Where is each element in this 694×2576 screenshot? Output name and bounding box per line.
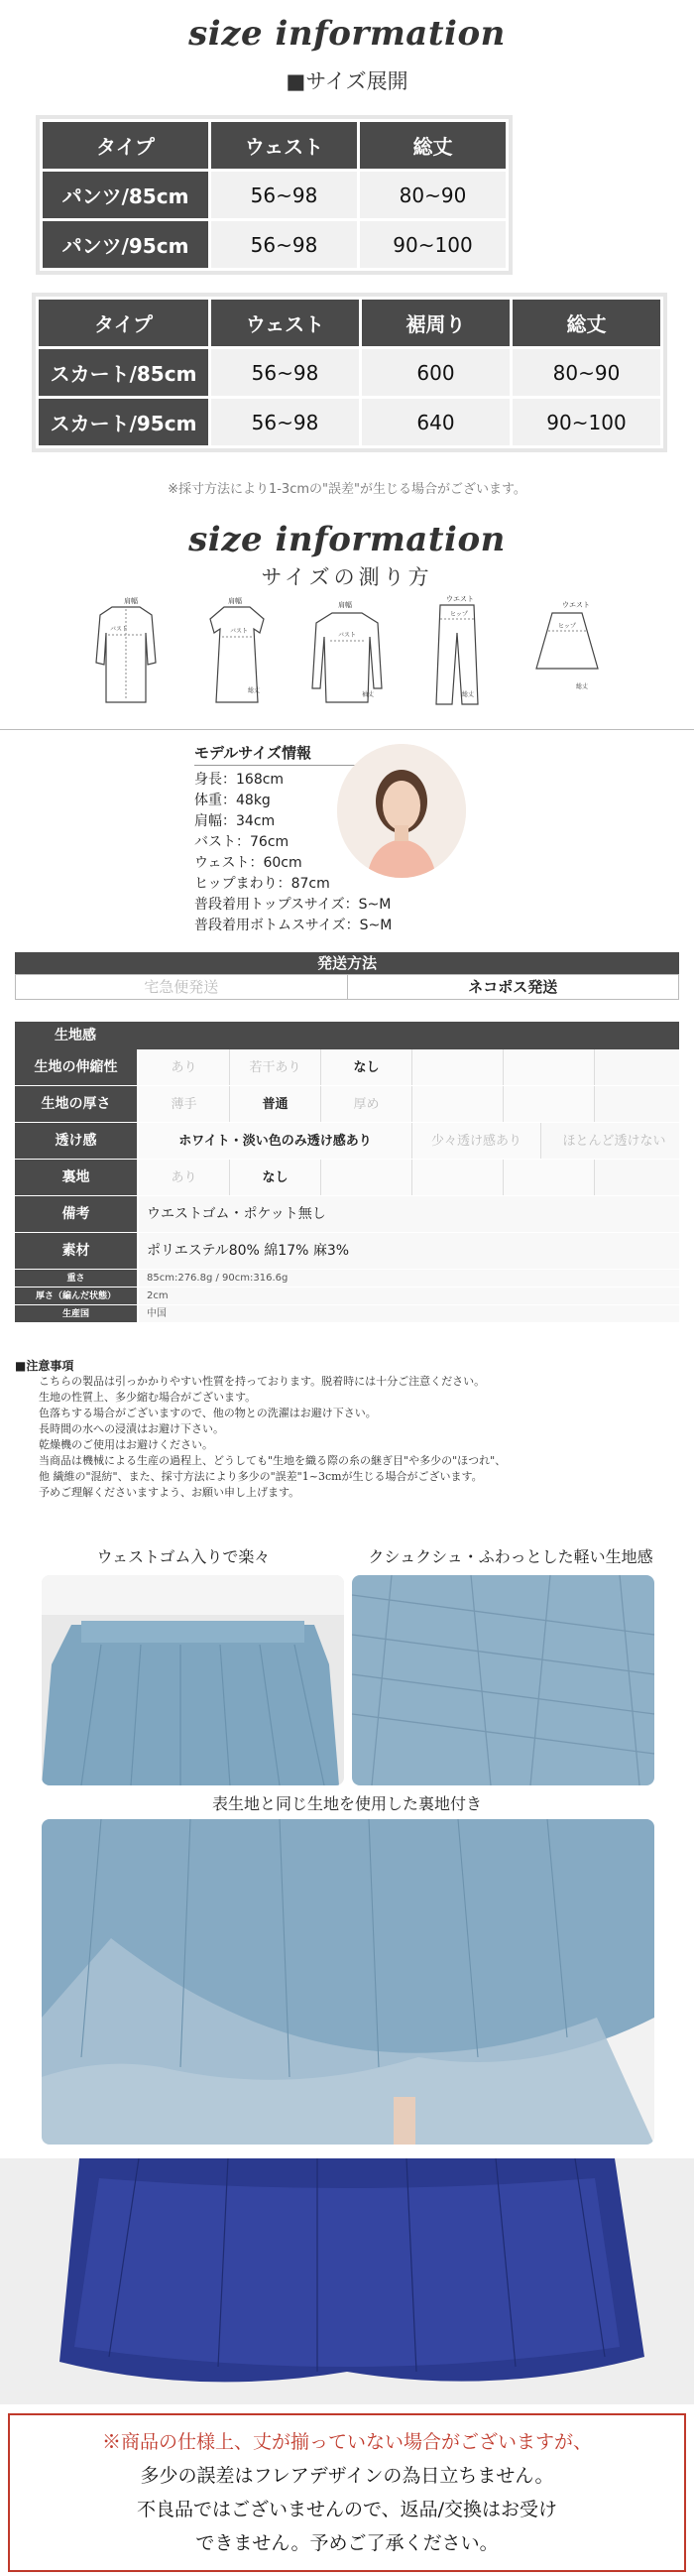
table-cell: 56~98	[210, 348, 361, 398]
model-line: 普段着用ボトムスサイズ：S~M	[194, 918, 393, 933]
pants-table	[40, 119, 509, 271]
shipping-options	[15, 974, 679, 1000]
table-cell: 56~98	[210, 171, 359, 220]
photo-waist-elastic	[42, 1575, 344, 1785]
origin-value: 中国	[139, 1305, 679, 1322]
skirt-diagram	[522, 593, 612, 712]
table-row	[15, 1160, 679, 1196]
disclaimer-box	[8, 2413, 686, 2572]
photo-lining	[42, 1819, 654, 2145]
table-cell: 80~90	[512, 348, 662, 398]
section1-subtitle: ■サイズ展開	[286, 69, 408, 93]
table-row	[42, 220, 508, 270]
origin-label: 生産国	[15, 1305, 139, 1322]
table-cell: あり	[139, 1160, 230, 1195]
caption-right: クシュクシュ・ふわっとした軽い生地感	[368, 1547, 653, 1566]
table-row	[15, 1049, 679, 1086]
model-line: ウェスト：60cm	[194, 855, 302, 871]
disclaimer-line: 多少の誤差はフレアデザインの為日立ちません。	[140, 2465, 554, 2487]
caution-section	[15, 1357, 679, 1501]
disclaimer-line: 不良品ではございませんので、返品/交換はお受け	[136, 2499, 558, 2520]
model-line: 身長：168cm	[194, 772, 285, 788]
table-cell: 普通	[230, 1086, 321, 1122]
pants-table-wrap	[36, 115, 513, 275]
section1-title: size information	[188, 14, 506, 54]
material-section	[15, 1022, 679, 1323]
table-row	[15, 1196, 679, 1233]
table-cell: なし	[230, 1160, 321, 1195]
shoulder-label: 肩幅	[123, 597, 138, 605]
table-cell: なし	[321, 1049, 412, 1085]
table-cell: 90~100	[359, 220, 508, 270]
table-cell	[504, 1049, 595, 1085]
skirt-table-wrap	[32, 293, 667, 452]
skirt-header-type: タイプ	[38, 299, 210, 348]
table-row	[15, 1288, 679, 1305]
measurement-diagrams	[0, 593, 694, 712]
hip-label: ヒップ	[450, 611, 468, 618]
model-line: 肩幅：34cm	[194, 813, 276, 829]
table-cell	[595, 1160, 679, 1195]
shipping-title: 発送方法	[15, 952, 679, 974]
table-cell	[412, 1049, 504, 1085]
skirt-header-waist: ウェスト	[210, 299, 361, 348]
caution-line: こちらの製品は引っかかりやすい性質を持っております。脱着時には十分ご注意ください。	[39, 1375, 486, 1388]
model-line: 普段着用トップスサイズ：S~M	[194, 897, 392, 913]
caution-line: 生地の性質上、多少縮む場合がございます。	[39, 1391, 257, 1404]
material-title: 生地感	[15, 1022, 679, 1049]
bust-label-2: バスト	[229, 628, 248, 635]
table-cell	[595, 1086, 679, 1122]
table-cell: 90~100	[512, 398, 662, 447]
table-row	[15, 1086, 679, 1123]
stretch-label: 生地の伸縮性	[15, 1049, 139, 1085]
table-cell: 56~98	[210, 220, 359, 270]
section2-title: size information	[188, 520, 506, 559]
table-cell	[504, 1086, 595, 1122]
table-cell	[504, 1160, 595, 1195]
table-cell: ほとんど透けない	[541, 1123, 679, 1159]
table-cell: 厚め	[321, 1086, 412, 1122]
model-title: モデルサイズ情報	[194, 742, 363, 766]
model-line: バスト：76cm	[194, 834, 289, 850]
caution-title: ■注意事項	[15, 1359, 74, 1373]
table-cell: 640	[361, 398, 512, 447]
model-line: ヒップまわり：87cm	[194, 876, 330, 892]
disclaimer-line: できません。予めご了承ください。	[195, 2532, 499, 2554]
photo-light-fabric	[352, 1575, 654, 1785]
waist-label-2: ウエスト	[562, 601, 591, 609]
skirt-header-length: 総丈	[512, 299, 662, 348]
weight-value: 85cm:276.8g / 90cm:316.6g	[139, 1270, 679, 1287]
caution-line: 乾燥機のご使用はお避けください。	[39, 1438, 213, 1451]
table-row	[15, 1270, 679, 1288]
table-cell: 若干あり	[230, 1049, 321, 1085]
caution-line: 当商品は機械による生産の過程上、どうしても"生地を織る際の糸の継ぎ目"や多少の"ほつれ"、	[39, 1454, 507, 1467]
length-label: 総丈	[247, 687, 260, 694]
bust-label: バスト	[109, 626, 128, 633]
pants-header-waist: ウェスト	[210, 121, 359, 171]
table-cell: 少々透け感あり	[412, 1123, 541, 1159]
shipping-option-nekopos: ネコポス発送	[347, 975, 679, 999]
table-cell: 600	[361, 348, 512, 398]
divider	[0, 729, 694, 730]
shipping-option-takkyubin: 宅急便発送	[144, 978, 219, 996]
bust-label-3: バスト	[337, 632, 356, 639]
table-row	[15, 1123, 679, 1160]
caution-line: 予めご理解くださいますよう、お願い申し上げます。	[39, 1486, 300, 1499]
hip-label-2: ヒップ	[558, 623, 577, 630]
photo-navy-variant	[0, 2158, 694, 2404]
length-label-2: 総丈	[462, 691, 475, 698]
table-cell: 80~90	[359, 171, 508, 220]
sheer-label: 透け感	[15, 1123, 139, 1159]
dress-diagram	[192, 593, 282, 712]
disclaimer-line: ※商品の仕様上、丈が揃っていない場合がございますが、	[101, 2431, 592, 2453]
remarks-label: 備考	[15, 1196, 139, 1232]
caption-left: ウェストゴム入りで楽々	[96, 1547, 271, 1566]
model-photo	[337, 744, 466, 878]
section2-subtitle: サイズの測り方	[261, 565, 433, 589]
pants-diagram	[412, 593, 502, 712]
table-cell	[412, 1160, 504, 1195]
table-cell: 薄手	[139, 1086, 230, 1122]
thickness-label: 生地の厚さ	[15, 1086, 139, 1122]
shirt-diagram	[302, 593, 392, 712]
caution-line: 長時間の水への浸漬はお避け下さい。	[39, 1422, 224, 1435]
coat-diagram	[82, 593, 172, 712]
weight-label: 重さ	[15, 1270, 139, 1287]
skirt-header-hem: 裾周り	[361, 299, 512, 348]
pants-header-length: 総丈	[359, 121, 508, 171]
table-row	[38, 398, 662, 447]
shipping-section	[15, 952, 679, 1000]
fabric-value: ポリエステル80% 綿17% 麻3%	[139, 1233, 679, 1269]
caution-line: 他 繊維の"混紡"、また、採寸方法により多少の"誤差"1~3cmが生じる場合がございます。	[39, 1470, 483, 1483]
measurement-note: ※採寸方法により1-3cmの"誤差"が生じる場合がございます。	[168, 482, 526, 497]
skirt-table	[36, 297, 663, 448]
shoulder-label-3: 肩幅	[337, 601, 352, 609]
table-cell: パンツ/95cm	[42, 220, 210, 270]
table-cell: あり	[139, 1049, 230, 1085]
remarks-value: ウエストゴム・ポケット無し	[139, 1196, 679, 1232]
table-row	[15, 1233, 679, 1270]
table-cell: ホワイト・淡い色のみ透け感あり	[139, 1123, 412, 1159]
lining-label: 裏地	[15, 1160, 139, 1195]
table-cell: パンツ/85cm	[42, 171, 210, 220]
table-cell	[412, 1086, 504, 1122]
waist-label: ウエスト	[446, 595, 475, 603]
table-row	[15, 1305, 679, 1323]
caution-line: 色落ちする場合がございますので、他の物との洗濯はお避け下さい。	[39, 1407, 377, 1419]
table-cell	[321, 1160, 412, 1195]
model-line: 体重：48kg	[194, 793, 271, 808]
caption-middle: 表生地と同じ生地を使用した裏地付き	[211, 1794, 482, 1813]
length-label-3: 総丈	[576, 683, 589, 690]
table-cell: 56~98	[210, 398, 361, 447]
shoulder-label-2: 肩幅	[227, 597, 242, 605]
knit-thickness-value: 2cm	[139, 1288, 679, 1304]
sleeve-label: 袖丈	[361, 691, 374, 698]
pants-header-type: タイプ	[42, 121, 210, 171]
table-row	[42, 171, 508, 220]
fabric-label: 素材	[15, 1233, 139, 1269]
table-cell: スカート/85cm	[38, 348, 210, 398]
table-row	[38, 348, 662, 398]
table-cell	[595, 1049, 679, 1085]
knit-thickness-label: 厚さ（編んだ状態）	[15, 1288, 139, 1304]
table-cell: スカート/95cm	[38, 398, 210, 447]
